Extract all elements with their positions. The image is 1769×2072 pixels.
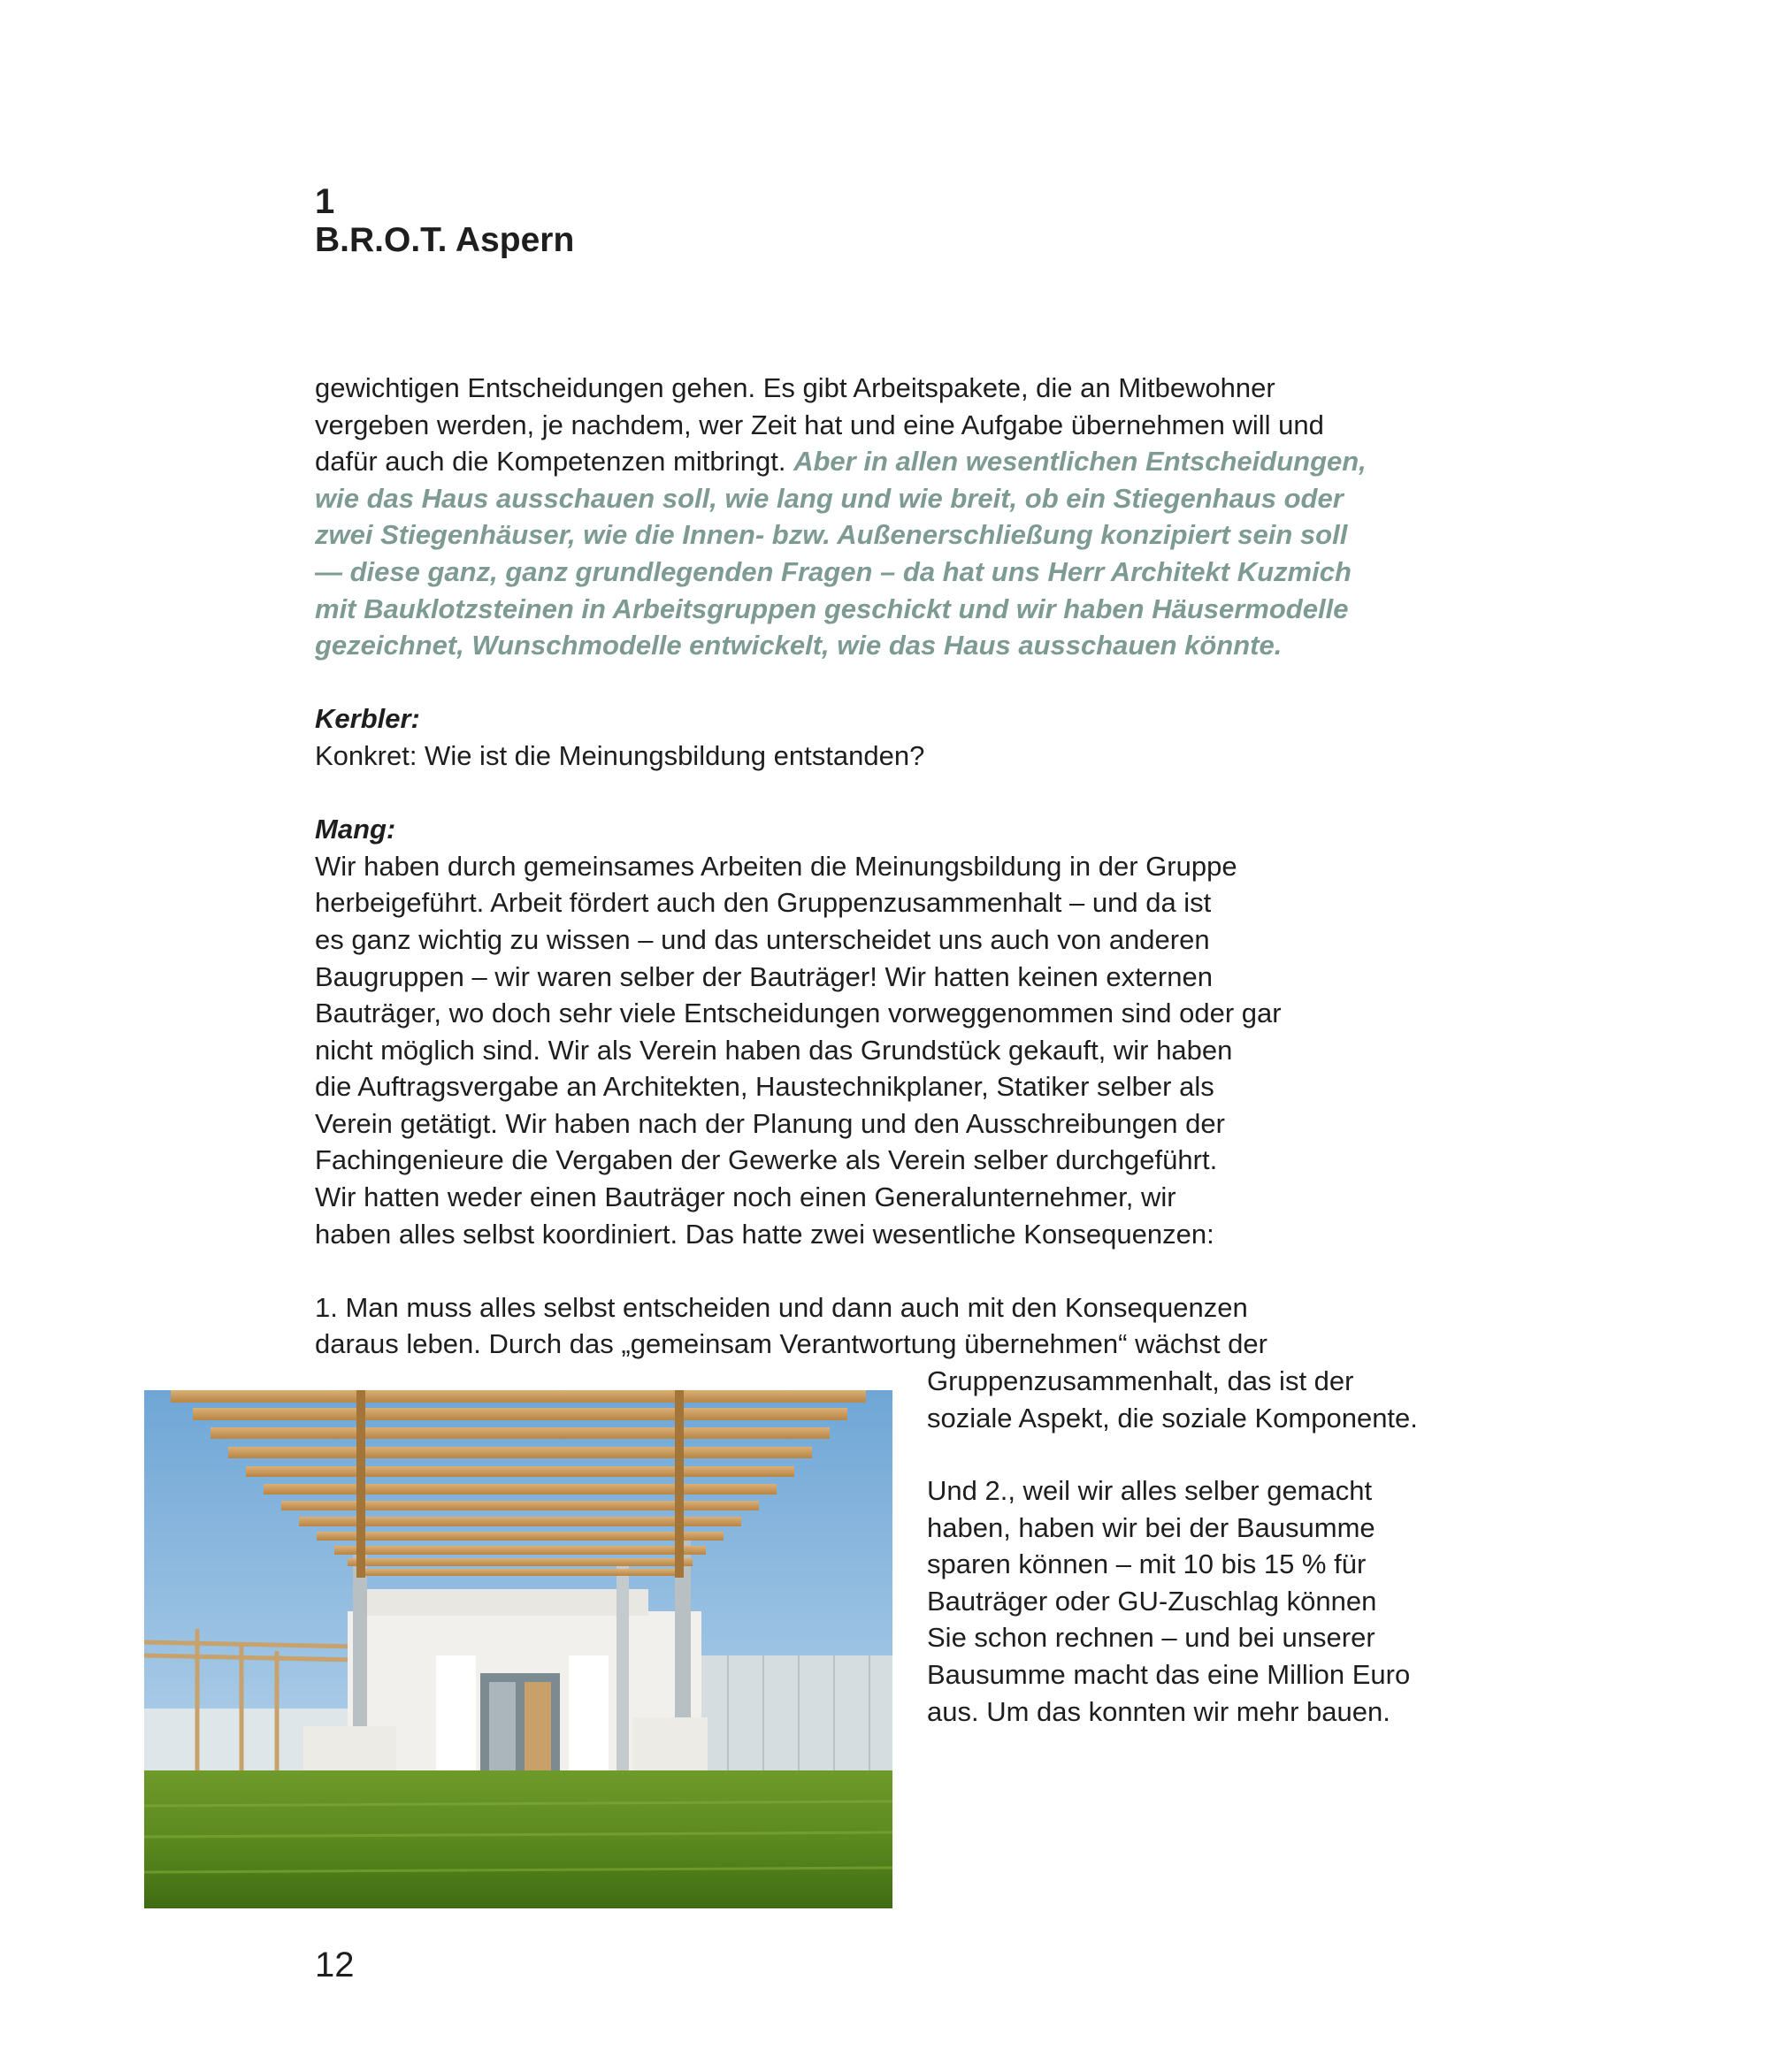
text-line: es ganz wichtig zu wissen – und das unterscheidet uns auch von anderen — [315, 923, 1210, 955]
chapter-number: 1 — [315, 182, 335, 221]
text-line: Bausumme macht das eine Million Euro — [927, 1658, 1411, 1690]
text-line: dafür auch die Kompetenzen mitbringt. — [315, 446, 786, 478]
text-line: Fachingenieure die Vergaben der Gewerke als Verein selber durchgeführt. — [315, 1144, 1218, 1176]
intro-paragraph — [315, 370, 1456, 664]
quote-line: mit Bauklotzsteinen in Arbeitsgruppen geschickt und wir haben Häusermodelle — [315, 593, 1349, 624]
speaker-kerbler: Kerbler: — [315, 703, 420, 735]
quote-line: Aber in allen wesentlichen Entscheidungen, — [793, 446, 1367, 478]
text-line: soziale Aspekt, die soziale Komponente. — [927, 1402, 1418, 1434]
quote-line: wie das Haus ausschauen soll, wie lang und wie breit, ob ein Stiegenhaus oder — [315, 482, 1344, 514]
chapter-title: B.R.O.T. Aspern — [315, 221, 575, 259]
text-line: nicht möglich sind. Wir als Verein haben das Grundstück gekauft, wir haben — [315, 1034, 1233, 1066]
pergola-house-illustration — [144, 1390, 892, 1908]
text-line: Wir hatten weder einen Bauträger noch einen Generalunternehmer, wir — [315, 1181, 1176, 1213]
text-line: Verein getätigt. Wir haben nach der Planung und den Ausschreibungen der — [315, 1107, 1225, 1139]
text-line: gewichtigen Entscheidungen gehen. Es gibt Arbeitspakete, die an Mitbewohner — [315, 372, 1275, 403]
speaker-mang: Mang: — [315, 814, 396, 845]
text-line: haben alles selbst koordiniert. Das hatte zwei wesentliche Konsequenzen: — [315, 1218, 1214, 1250]
text-line: herbeigeführt. Arbeit fördert auch den Gruppenzusammenhalt – und da ist — [315, 887, 1212, 919]
side-text-column — [927, 1472, 1440, 1730]
highlighted-quote — [315, 446, 1367, 661]
text-line: Und 2., weil wir alles selber gemacht — [927, 1475, 1373, 1506]
building-photo — [144, 1390, 892, 1908]
text-line: haben, haben wir bei der Bausumme — [927, 1511, 1375, 1543]
text-line: Wir haben durch gemeinsames Arbeiten die Meinungsbildung in der Gruppe — [315, 850, 1237, 882]
text-line: Sie schon rechnen – und bei unserer — [927, 1622, 1375, 1654]
quote-line: gezeichnet, Wunschmodelle entwickelt, wie das Haus ausschauen könnte. — [315, 630, 1283, 661]
main-text-column — [315, 370, 1456, 1436]
answer-paragraph — [315, 848, 1456, 1253]
text-line: Bauträger, wo doch sehr viele Entscheidungen vorweggenommen sind oder gar — [315, 998, 1282, 1029]
text-line: Baugruppen – wir waren selber der Bauträger! Wir hatten keinen externen — [315, 960, 1213, 992]
point-two-paragraph — [927, 1472, 1440, 1730]
page-number: 12 — [315, 1946, 355, 1984]
text-line: Bauträger oder GU-Zuschlag können — [927, 1585, 1377, 1617]
text-line: Gruppenzusammenhalt, das ist der — [927, 1365, 1354, 1397]
text-line: sparen können – mit 10 bis 15 % für — [927, 1548, 1367, 1580]
text-line: die Auftragsvergabe an Architekten, Haustechnikplaner, Statiker selber als — [315, 1071, 1214, 1103]
quote-line: zwei Stiegenhäuser, wie die Innen- bzw. Außenerschließung konzipiert sein soll — [315, 519, 1348, 551]
text-line: daraus leben. Durch das „gemeinsam Verantwortung übernehmen“ wächst der — [315, 1328, 1267, 1360]
text-line: 1. Man muss alles selbst entscheiden und dann auch mit den Konsequenzen — [315, 1291, 1248, 1323]
question-text: Konkret: Wie ist die Meinungsbildung entstanden? — [315, 739, 925, 771]
text-line: aus. Um das konnten wir mehr bauen. — [927, 1695, 1390, 1727]
quote-line: — diese ganz, ganz grundlegenden Fragen – da hat uns Herr Architekt Kuzmich — [315, 555, 1352, 587]
text-line: vergeben werden, je nachdem, wer Zeit hat und eine Aufgabe übernehmen will und — [315, 409, 1324, 440]
